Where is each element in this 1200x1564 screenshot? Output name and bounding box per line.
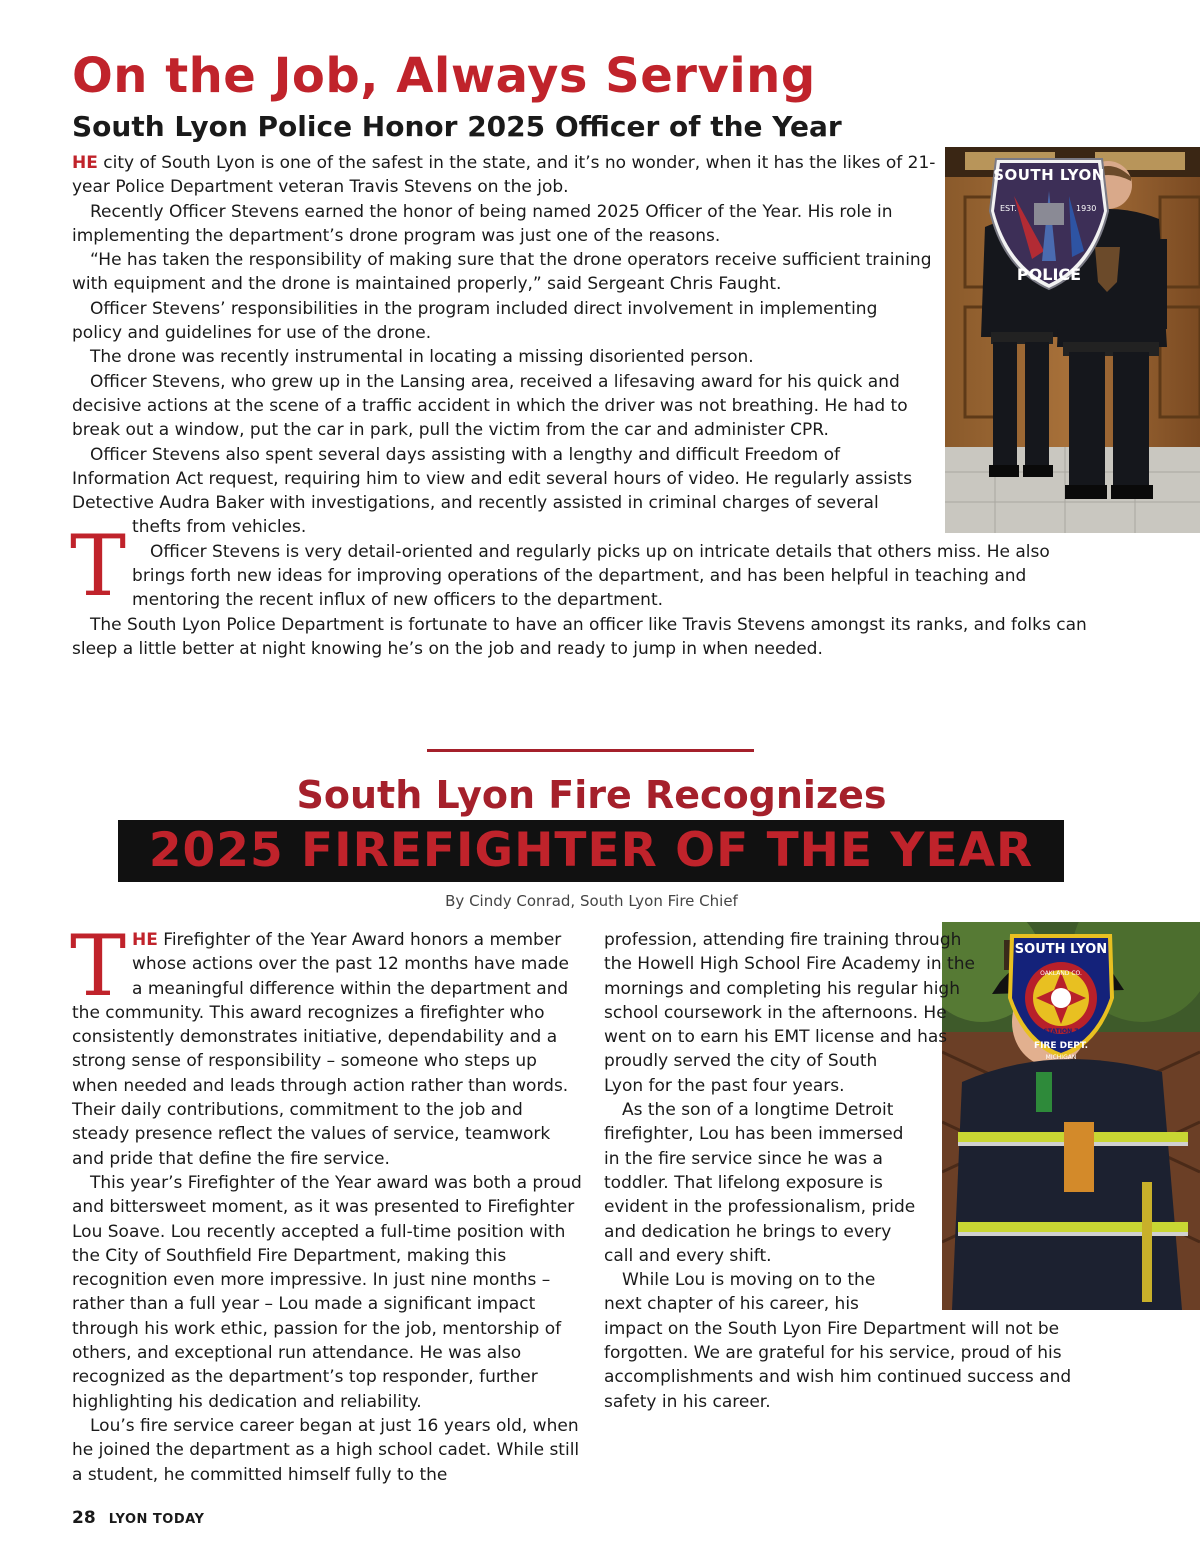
police-paragraph-7: Officer Stevens is very detail-oriented and regularly picks up on intricate details that others miss. He also brings forth new ideas for improving operations of the department, and has been helpful in teaching and mentoring the recent influx of new officers to the department. bbox=[132, 541, 1050, 611]
page-number: 28 bbox=[72, 1508, 96, 1528]
fire-lead-caps: HE bbox=[132, 930, 158, 950]
police-paragraph-1: Recently Officer Stevens earned the honor of being named 2025 Officer of the Year. His role in implementing the department’s drone program was just one of the reasons. bbox=[72, 201, 893, 246]
police-badge-bottom: POLICE bbox=[1016, 265, 1082, 284]
police-lead-paragraph bbox=[72, 151, 1102, 200]
fire-badge-top: SOUTH LYON bbox=[1014, 942, 1108, 957]
police-badge-year: 1930 bbox=[1076, 204, 1097, 213]
magazine-name: LYON TODAY bbox=[108, 1512, 205, 1527]
police-dropcap: T bbox=[70, 517, 127, 615]
fire-banner bbox=[118, 820, 1064, 882]
police-article bbox=[70, 151, 1105, 661]
fire-photo-spacer bbox=[918, 1064, 1106, 1310]
police-paragraph-8: The South Lyon Police Department is fortunate to have an officer like Travis Stevens amongst its ranks, and folks can sleep a little better at night knowing he’s on the job and ready to jump in when needed. bbox=[72, 614, 1087, 659]
page-title: On the Job, Always Serving bbox=[72, 48, 816, 104]
fire-kicker: South Lyon Fire Recognizes bbox=[296, 773, 887, 817]
page-footer bbox=[72, 1508, 204, 1528]
police-lead-text: city of South Lyon is one of the safest in the state, and it’s no wonder, when it has the likes of 21-year Police Department veteran Travis Stevens on the job. bbox=[72, 153, 936, 198]
police-badge-top: SOUTH LYON bbox=[993, 166, 1105, 184]
police-paragraph-2: “He has taken the responsibility of making sure that the drone operators receive sufficient training with equipment and the drone is maintained properly,” said Sergeant Chris Faught. bbox=[72, 250, 932, 295]
police-paragraph-3: Officer Stevens’ responsibilities in the program included direct involvement in implementing policy and guidelines for use of the drone. bbox=[72, 298, 878, 344]
fire-badge-county: OAKLAND CO. bbox=[1040, 970, 1082, 977]
section-divider bbox=[427, 749, 754, 752]
fire-column-2 bbox=[604, 928, 1106, 1414]
fire-col2-paragraph-2: While Lou is moving on to the next chapter of his career, his impact on the South Lyon Fire Department will not be forgotten. We are grateful for his service, proud of his accomplishments and wish him continued success and safety in his career. bbox=[604, 1270, 1072, 1412]
fire-badge bbox=[996, 928, 1120, 1064]
fire-paragraph-1: This year’s Firefighter of the Year award was both a proud and bittersweet moment, as it was presented to Firefighter Lou Soave. Lou recently accepted a full-time position with the City of Southfield Fire Department, making this recognition even more impressive. In just nine months – rather than a full year – Lou made a significant impact through his work ethic, passion for the job, mentorship of others, and exceptional run attendance. He was also recognized as the department’s top responder, further highlighting his dedication and reliability. bbox=[72, 1172, 582, 1412]
fire-banner-title: 2025 FIREFIGHTER OF THE YEAR bbox=[148, 823, 1034, 878]
page-subtitle: South Lyon Police Honor 2025 Officer of the Year bbox=[72, 110, 842, 143]
fire-lead-paragraph bbox=[70, 917, 582, 1171]
fire-col2-continuation: profession, attending fire training through the Howell High School Fire Academy in the mornings and completing his regular high school coursework in the afternoons. He went on to earn his EMT license and has proudly served the city of South Lyon for the past four years. bbox=[604, 930, 975, 1096]
police-paragraph-6: Officer Stevens also spent several days assisting with a lengthy and difficult Freedom of Information Act request, requiring him to view and edit several hours of video. He regularly assists Detective Audra Baker with investigations, and recently assisted in criminal charges of several thefts from vehicles. bbox=[72, 444, 913, 538]
fire-paragraph-2: Lou’s fire service career began at just 16 years old, when he joined the department as a high school cadet. While still a student, he committed himself fully to the bbox=[72, 1415, 580, 1485]
fire-badge-station: STATION 7 bbox=[1043, 1028, 1079, 1035]
police-paragraph-5: Officer Stevens, who grew up in the Lansing area, received a lifesaving award for his quick and decisive actions at the scene of a traffic accident in which the driver was not breathing. He had to break out a window, put the car in park, pull the victim from the car and administer CPR. bbox=[72, 371, 908, 441]
police-lead-caps: HE bbox=[72, 153, 98, 173]
fire-badge-state: MICHIGAN bbox=[1045, 1054, 1077, 1061]
fire-col2-paragraph-1: As the son of a longtime Detroit firefighter, Lou has been immersed in the fire service since he was a toddler. That lifelong exposure is evident in the professionalism, pride and dedication he brings to every call and every shift. bbox=[604, 1100, 916, 1266]
fire-dropcap: T bbox=[70, 917, 127, 1015]
fire-lead-text: Firefighter of the Year Award honors a member whose actions over the past 12 months have made a meaningful difference within the department and the community. This award recognizes a firefighter who consistently demonstrates initiative, dependability and a strong sense of responsibility – someone who steps up when needed and leads through action rather than words. Their daily contributions, commitment to the job and steady presence reflect the values of service, teamwork and pride that define the fire service. bbox=[72, 930, 569, 1169]
police-photo-spacer bbox=[914, 293, 1102, 528]
police-badge-est: EST. bbox=[1000, 204, 1017, 213]
police-badge bbox=[976, 151, 1124, 293]
police-paragraph-4: The drone was recently instrumental in locating a missing disoriented person. bbox=[90, 347, 754, 368]
byline: By Cindy Conrad, South Lyon Fire Chief bbox=[445, 892, 738, 910]
fire-badge-bottom: FIRE DEPT. bbox=[1033, 1041, 1089, 1051]
fire-column-1 bbox=[70, 917, 582, 1487]
